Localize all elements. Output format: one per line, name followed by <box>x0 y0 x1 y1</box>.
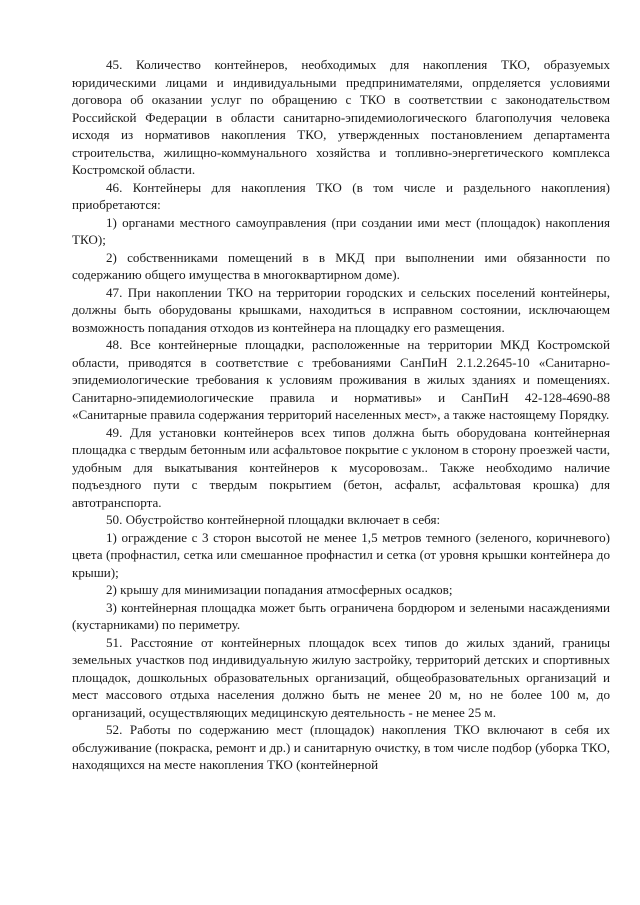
paragraph-52: 52. Работы по содержанию мест (площадок) накопления ТКО включают в себя их обслуживание (покраска, ремонт и др.) и санитарную очистку, в том числе подбор (уборка ТКО, находящихся на месте накопления ТКО (контейнерной <box>72 722 610 772</box>
paragraph-48: 48. Все контейнерные площадки, расположенные на территории МКД Костромской области, приводятся в соответствие с требованиями СанПиН 2.1.2.2645-10 «Санитарно-эпидемиологические требования к условиям проживания в жилых зданиях и помещениях. Санитарно-эпидемиологические правила и нормативы» и СанПиН 42-128-4690-88 «Санитарные правила содержания территорий населенных мест», а также настоящему Порядку. <box>72 337 610 422</box>
paragraph-49: 49. Для установки контейнеров всех типов должна быть оборудована контейнерная площадка с твердым бетонным или асфальтовое покрытие с уклоном в сторону проезжей части, удобным для выкатывания контейнеров к мусоровозам.. Также необходимо наличие подъездного пути с твердым покрытием (бетон, асфальт, асфальтовая крошка) для автотранспорта. <box>72 424 610 510</box>
paragraph-46: 46. Контейнеры для накопления ТКО (в том числе и раздельного накопления) приобретаются: <box>72 179 610 212</box>
paragraph-45: 45. Количество контейнеров, необходимых для накопления ТКО, образуемых юридическими лицами и индивидуальными предпринимателями, опрделяется условиями договора об оказании услуг по обращению с ТКО в соответствии с законодательством Российской Федерации в области санитарно-эпидемиологического благополучия человека исходя из нормативов накопления ТКО, утвержденных постановлением департамента строительства, жилищно-коммунального хозяйства и топливно-энергетического комплекса Костромской области. <box>72 57 610 177</box>
paragraph-47: 47. При накоплении ТКО на территории городских и сельских поселений контейнеры, должны быть оборудованы крышками, находиться в исправном состоянии, исключающем возможность попадания отходов из контейнера на площадку его размещения. <box>72 284 610 335</box>
document-body <box>72 56 610 774</box>
paragraph-50-item-3: 3) контейнерная площадка может быть ограничена бордюром и зелеными насаждениями (кустарниками) по периметру. <box>72 599 610 632</box>
paragraph-51: 51. Расстояние от контейнерных площадок всех типов до жилых зданий, границы земельных участков под индивидуальную жилую застройку, территорий детских и спортивных площадок, дошкольных образовательных организаций, общеобразовательных организаций и мест массового отдыха населения должно быть не менее 20 м, но не более 100 м, до организаций, осуществляющих медицинскую деятельность - не менее 25 м. <box>72 634 610 720</box>
paragraph-50-item-1: 1) ограждение с 3 сторон высотой не менее 1,5 метров темного (зеленого, коричневого) цвета (профнастил, сетка или смешанное профнастил и сетка (от уровня крышки контейнера до крыши); <box>72 529 610 580</box>
paragraph-46-item-1: 1) органами местного самоуправления (при создании ими мест (площадок) накопления ТКО); <box>72 214 610 247</box>
paragraph-46-item-2: 2) собственниками помещений в в МКД при выполнении ими обязанности по содержанию общего имущества в многоквартирном доме). <box>72 249 610 282</box>
paragraph-50: 50. Обустройство контейнерной площадки включает в себя: <box>106 512 441 527</box>
paragraph-50-item-2: 2) крышу для минимизации попадания атмосферных осадков; <box>106 582 453 597</box>
